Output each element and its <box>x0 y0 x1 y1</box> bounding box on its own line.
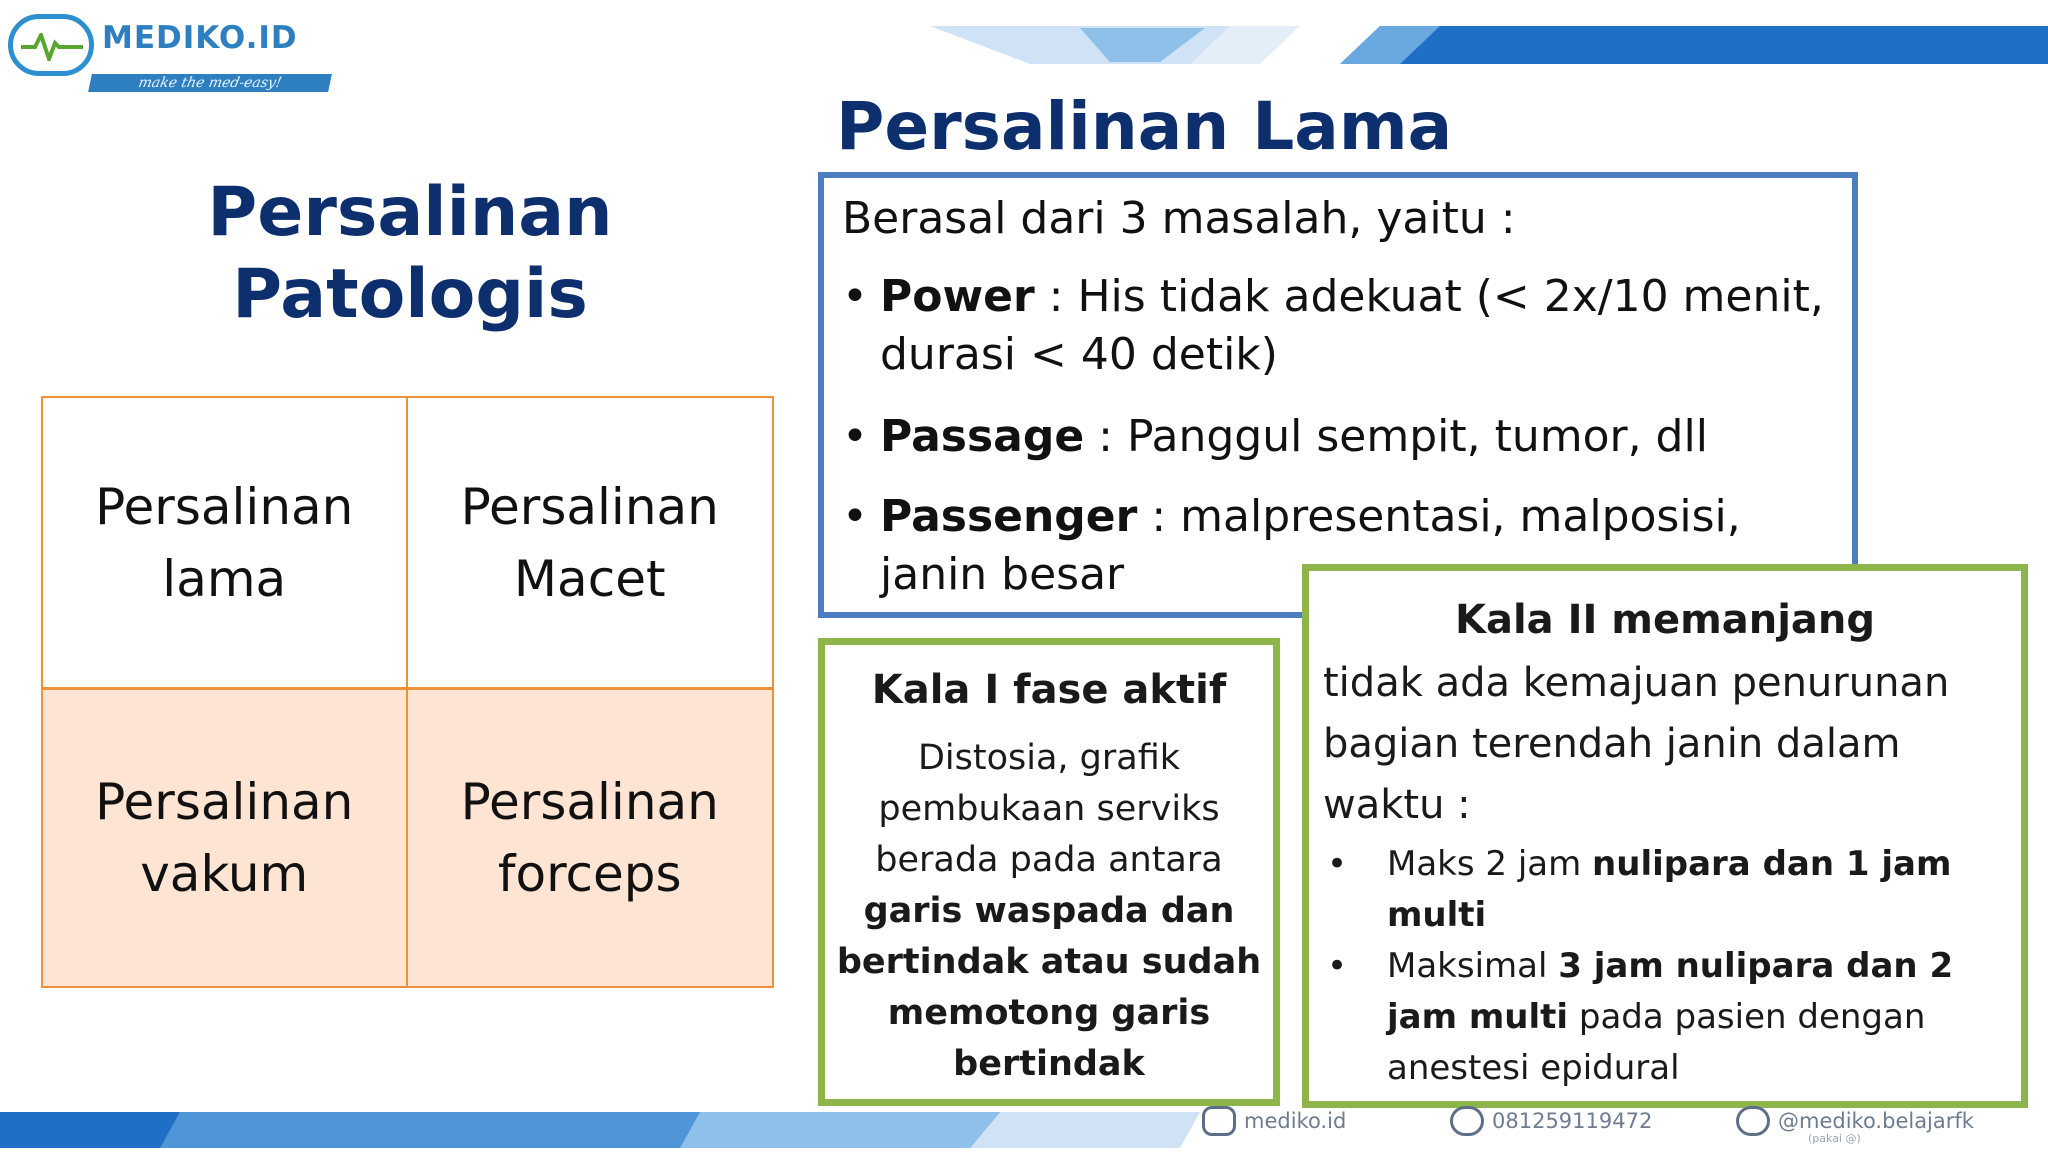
kala1-body <box>835 733 1263 1090</box>
bullet-icon: • <box>1327 946 1348 986</box>
bullet-icon: • <box>842 411 868 462</box>
logo-tagline: make the med-easy! <box>88 74 332 92</box>
bullet-term: Passage <box>880 411 1085 462</box>
bullet-icon: • <box>1327 844 1348 884</box>
logo-name: MEDIKO.ID <box>102 20 298 56</box>
left-title <box>140 172 680 336</box>
bullet-text: : malpresentasi, malposisi, janin besar <box>880 491 1741 600</box>
kala2-title: Kala II memanjang <box>1454 597 1876 643</box>
kala2-item-bold: nulipara dan 1 jam multi <box>1387 844 1952 935</box>
instagram-contact[interactable] <box>1202 1106 1346 1136</box>
phone-number: 081259119472 <box>1492 1109 1653 1133</box>
kala1-text-bold: garis waspada dan bertindak atau sudah memotong garis bertindak <box>836 891 1262 1084</box>
left-title-line2: Patologis <box>232 255 588 334</box>
line-handle: @mediko.belajarfk <box>1778 1109 1974 1133</box>
bullet-text: : Panggul sempit, tumor, dll <box>1084 411 1708 462</box>
grid-cell: Persalinan Macet <box>408 398 773 690</box>
bullet-text: : His tidak adekuat (< 2x/10 menit, durasi < 40 detik) <box>880 271 1824 380</box>
line-icon <box>1736 1106 1770 1136</box>
instagram-icon <box>1202 1106 1236 1136</box>
phone-contact[interactable] <box>1450 1106 1652 1136</box>
grid-cell: Persalinan lama <box>43 398 408 690</box>
line-note: (pakai @) <box>1808 1132 1861 1145</box>
instagram-handle: mediko.id <box>1244 1109 1347 1133</box>
persalinan-lama-box <box>818 172 1858 618</box>
intro-text: Berasal dari 3 masalah, yaitu : <box>842 193 1516 244</box>
grid-cell: Persalinan forceps <box>408 690 773 986</box>
kala2-item-text: pada pasien dengan anestesi epidural <box>1387 997 1926 1088</box>
whatsapp-icon <box>1450 1106 1484 1136</box>
mediko-logo <box>8 6 328 91</box>
kala2-item-text: Maksimal <box>1387 946 1559 986</box>
bullet-icon: • <box>842 491 868 542</box>
kala2-intro: tidak ada kemajuan penurunan bagian terendah janin dalam waktu : <box>1323 660 1950 828</box>
kala2-box <box>1302 564 2028 1108</box>
persalinan-grid <box>41 396 774 988</box>
bullet-icon: • <box>842 271 868 322</box>
grid-cell: Persalinan vakum <box>43 690 408 986</box>
kala1-text: Distosia, grafik pembukaan serviks berada pada antara <box>875 738 1223 880</box>
kala2-item-text: Maks 2 jam <box>1387 844 1593 884</box>
bullet-term: Passenger <box>880 491 1138 542</box>
right-title: Persalinan Lama <box>836 88 1453 165</box>
kala1-title: Kala I fase aktif <box>871 667 1227 713</box>
bullet-term: Power <box>880 271 1035 322</box>
left-title-line1: Persalinan <box>207 173 613 252</box>
kala2-item-bold: 3 jam nulipara dan 2 jam multi <box>1387 946 1954 1037</box>
kala1-box <box>818 638 1280 1106</box>
stethoscope-icon <box>8 14 94 76</box>
